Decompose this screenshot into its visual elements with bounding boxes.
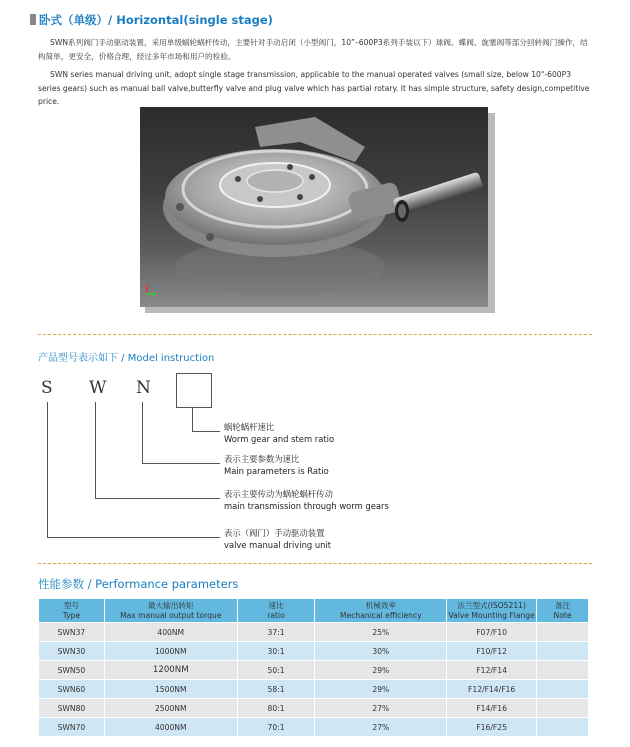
header-torque: 最大输出转矩 Max manual output torque: [104, 599, 237, 623]
cell-note: [537, 699, 589, 718]
cell-flange: F10/F12: [447, 642, 537, 661]
product-photo: [140, 107, 488, 307]
cell-type: SWN80: [39, 699, 105, 718]
connector-line: [192, 407, 193, 432]
cell-flange: F07/F10: [447, 623, 537, 642]
cell-efficiency: 29%: [315, 661, 447, 680]
divider: [38, 334, 592, 335]
note-transmission: [224, 489, 389, 512]
note-en: valve manual driving unit: [224, 539, 332, 550]
cell-ratio: 37:1: [237, 623, 315, 642]
table-row: [39, 661, 589, 680]
cell-type: SWN70: [39, 718, 105, 737]
cell-efficiency: 30%: [315, 642, 447, 661]
cell-note: [537, 718, 589, 737]
cell-flange: F12/F14/F16: [447, 680, 537, 699]
table-row: [39, 642, 589, 661]
cell-type: SWN37: [39, 623, 105, 642]
title-marker-icon: [30, 14, 36, 25]
cell-ratio: 80:1: [237, 699, 315, 718]
note-ratio: [224, 422, 334, 445]
divider: [38, 563, 592, 564]
note-cn: 表示主要参数为速比: [224, 454, 300, 464]
model-letter-s: S: [41, 378, 53, 398]
cell-efficiency: 25%: [315, 623, 447, 642]
header-note: 备注 Note: [537, 599, 589, 623]
note-driving-unit: [224, 528, 331, 551]
performance-table: [38, 598, 589, 737]
note-cn: 表示主要传动为蜗轮蜗杆传动: [224, 489, 333, 499]
model-letter-w: W: [89, 378, 107, 398]
note-en: Main parameters is Ratio: [224, 465, 329, 476]
title-text: 卧式（单级）/ Horizontal(single stage): [39, 13, 273, 27]
note-cn: 表示（阀门）手动驱动装置: [224, 528, 325, 538]
header-type: 型号 Type: [39, 599, 105, 623]
model-heading: 产品型号表示如下 / Model instruction: [38, 353, 215, 364]
cell-ratio: 30:1: [237, 642, 315, 661]
header-ratio: 速比 ratio: [237, 599, 315, 623]
header-flange: 法兰型式(ISO5211) Valve Mounting Flange: [447, 599, 537, 623]
performance-heading: 性能参数 / Performance parameters: [38, 577, 239, 591]
cell-ratio: 70:1: [237, 718, 315, 737]
table-row: [39, 623, 589, 642]
note-en: Worm gear and stem ratio: [224, 433, 335, 444]
cell-type: SWN50: [39, 661, 105, 680]
cell-flange: F12/F14: [447, 661, 537, 680]
ratio-box: [176, 373, 212, 408]
cell-torque: 4000NM: [104, 718, 237, 737]
connector-line: [142, 402, 143, 464]
cell-torque: 1500NM: [104, 680, 237, 699]
table-row: [39, 718, 589, 737]
cell-torque: 400NM: [104, 623, 237, 642]
worm-gear-illustration: [140, 107, 488, 307]
cell-flange: F14/F16: [447, 699, 537, 718]
section-title: [30, 12, 273, 28]
cell-note: [537, 661, 589, 680]
cell-note: [537, 680, 589, 699]
model-letter-n: N: [136, 378, 151, 398]
connector-line: [47, 537, 220, 538]
cell-torque: 1000NM: [104, 642, 237, 661]
cell-type: SWN60: [39, 680, 105, 699]
cell-type: SWN30: [39, 642, 105, 661]
table-header-row: [39, 599, 589, 623]
cell-note: [537, 623, 589, 642]
note-param: [224, 454, 329, 477]
connector-line: [142, 463, 220, 464]
cell-efficiency: 29%: [315, 680, 447, 699]
header-efficiency: 机械效率 Mechanical efficiency: [315, 599, 447, 623]
intro-cn: SWN系列阀门手动驱动装置，采用单级蜗轮蜗杆传动，主要针对手动启闭（小型阀门，10”–600P3系列手装以下）球阀、蝶阀、旋塞阀等部分回转阀门操作，结构简单，更安全，价格合理，经过多年市场和用户的检验。: [38, 38, 588, 61]
note-cn: 蜗轮蜗杆速比: [224, 422, 275, 432]
cell-efficiency: 27%: [315, 699, 447, 718]
cell-ratio: 50:1: [237, 661, 315, 680]
connector-line: [47, 402, 48, 538]
table-row: [39, 680, 589, 699]
intro-en: SWN series manual driving unit, adopt single stage transmission, applicable to the manual operated valves (small size, below 10"-600P3 series gears) such as manual ball valve,butterfly valve and plug valve which has partial rotary. It has simple structure, safety design,competitive price.: [38, 70, 590, 106]
cell-efficiency: 27%: [315, 718, 447, 737]
cell-note: [537, 642, 589, 661]
connector-line: [95, 402, 96, 499]
cell-torque: 2500NM: [104, 699, 237, 718]
table-row: [39, 699, 589, 718]
note-en: main transmission through worm gears: [224, 500, 389, 511]
connector-line: [95, 498, 220, 499]
cell-ratio: 58:1: [237, 680, 315, 699]
cell-torque: 1200NM: [104, 661, 237, 680]
connector-line: [192, 431, 220, 432]
cell-flange: F16/F25: [447, 718, 537, 737]
